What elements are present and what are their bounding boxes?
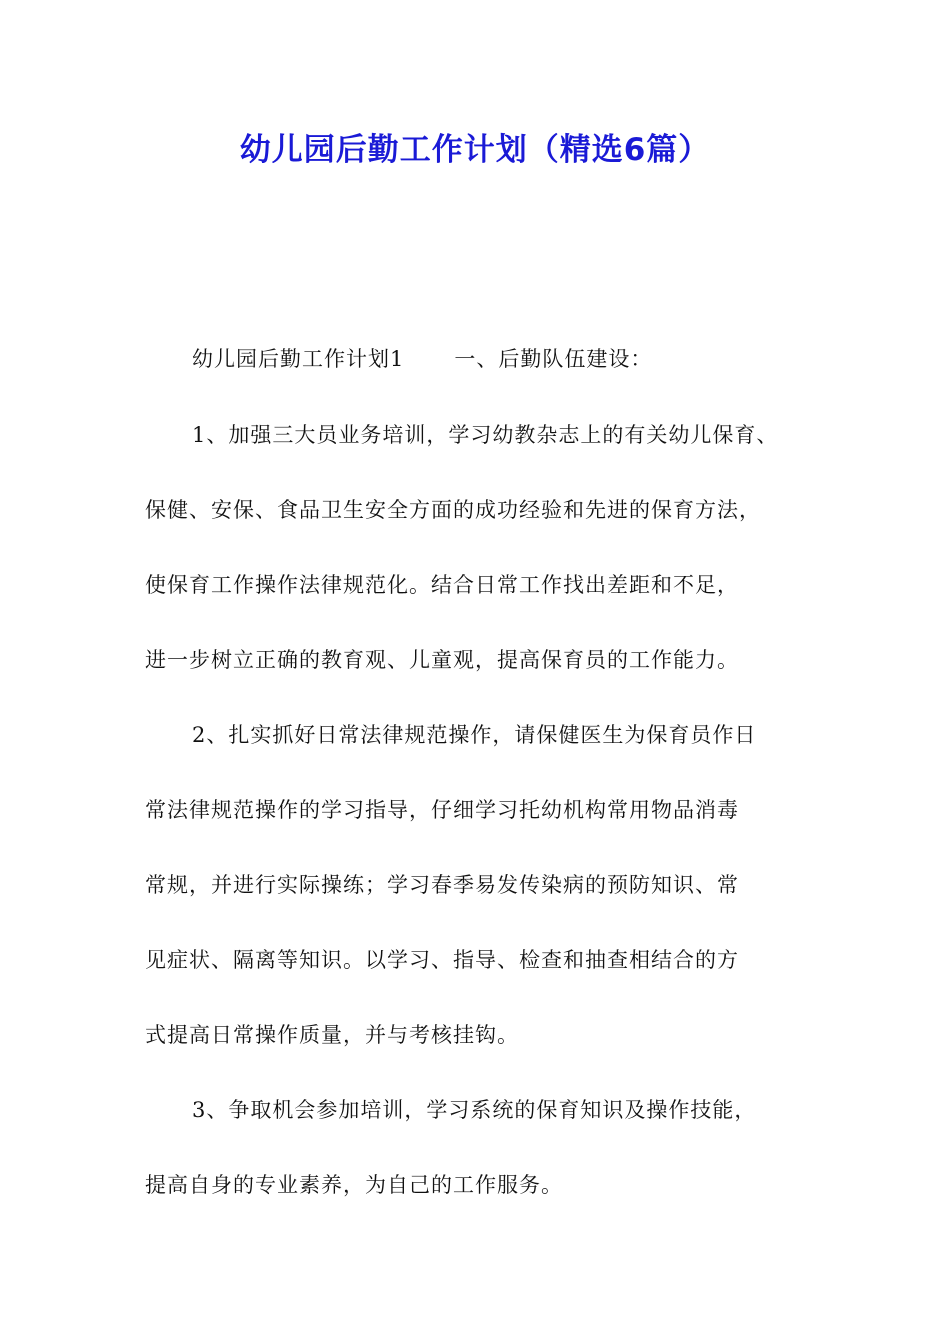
section-heading-line (192, 341, 652, 377)
section-title: 幼儿园后勤工作计划1 (192, 347, 405, 371)
paragraph-line: 1、加强三大员业务培训，学习幼教杂志上的有关幼儿保育、 (192, 423, 779, 447)
paragraph-line: 式提高日常操作质量，并与考核挂钩。 (145, 1023, 519, 1047)
paragraph-line: 保健、安保、食品卫生安全方面的成功经验和先进的保育方法， (145, 498, 761, 522)
paragraph-line: 常规，并进行实际操练；学习春季易发传染病的预防知识、常 (145, 873, 739, 897)
paragraph-line: 进一步树立正确的教育观、儿童观，提高保育员的工作能力。 (145, 648, 739, 672)
paragraph-line: 见症状、隔离等知识。以学习、指导、检查和抽查相结合的方 (145, 948, 739, 972)
subsection-heading: 一、后勤队伍建设： (454, 347, 653, 371)
paragraph-line: 使保育工作操作法律规范化。结合日常工作找出差距和不足， (145, 573, 739, 597)
paragraph-line: 常法律规范操作的学习指导，仔细学习托幼机构常用物品消毒 (145, 798, 739, 822)
document-title: 幼儿园后勤工作计划（精选6篇） (239, 132, 711, 168)
paragraph-line: 2、扎实抓好日常法律规范操作，请保健医生为保育员作日 (192, 723, 757, 747)
paragraph-line: 提高自身的专业素养，为自己的工作服务。 (145, 1173, 563, 1197)
paragraph-line: 3、争取机会参加培训，学习系统的保育知识及操作技能， (192, 1098, 757, 1122)
